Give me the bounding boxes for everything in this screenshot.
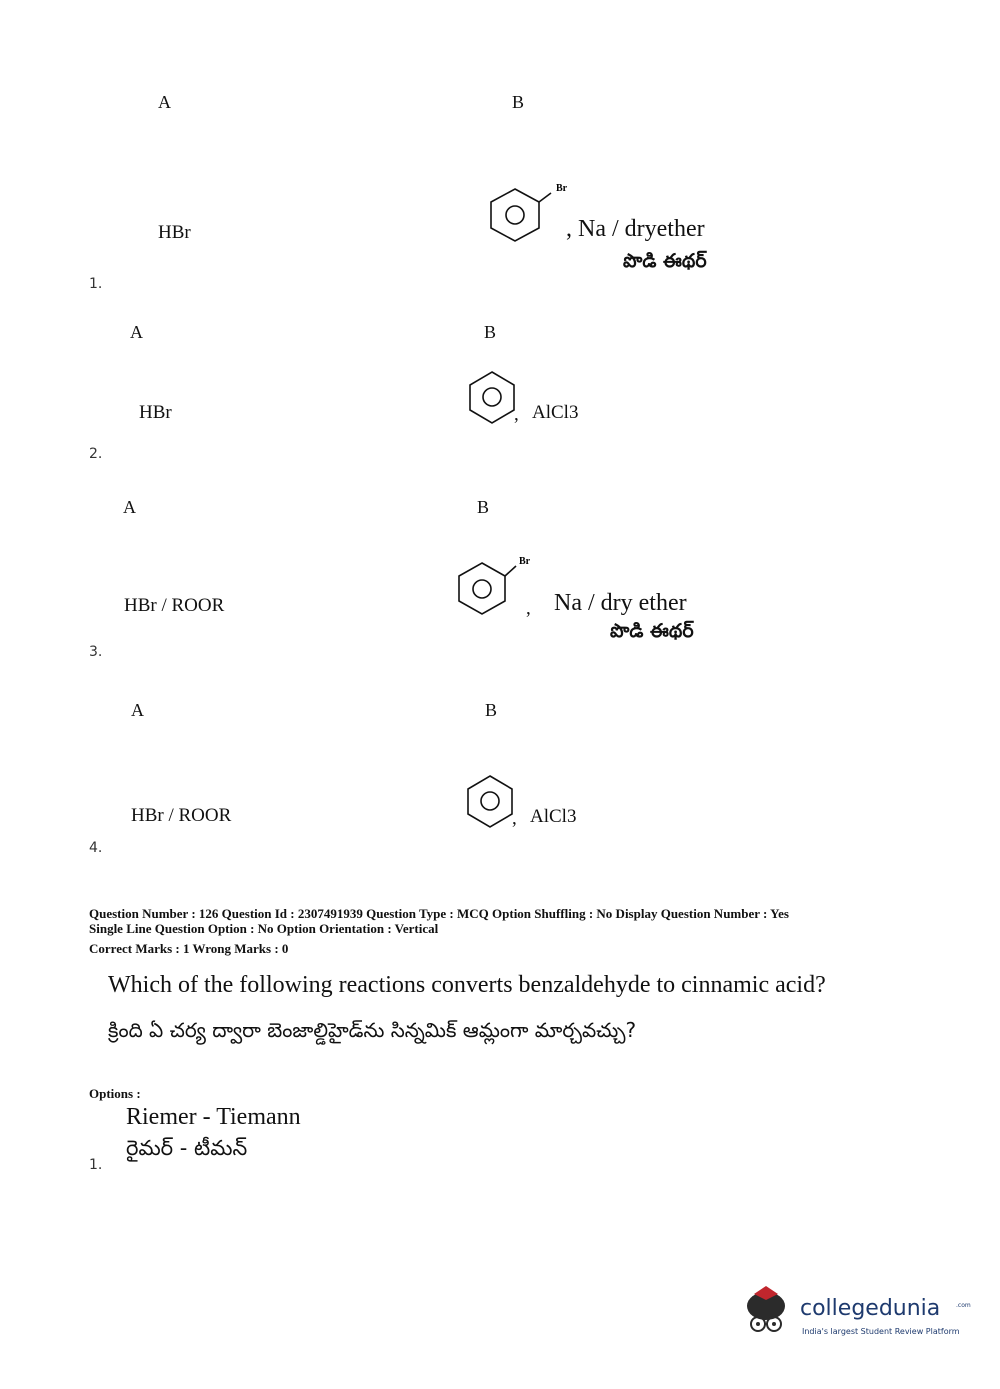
col-b-header: B (477, 497, 490, 517)
option-number: 2. (89, 446, 103, 462)
reagent-b: , Na / dryether (566, 216, 705, 242)
option-text-te: రైమర్ - టీమన్ (126, 1136, 248, 1160)
question-meta-line3: Correct Marks : 1 Wrong Marks : 0 (89, 941, 289, 956)
reagent-b: Na / dry ether (554, 590, 687, 616)
bromine-label: Br (556, 183, 568, 194)
options-label: Options : (89, 1086, 141, 1101)
reagent-b-sep: , (512, 808, 517, 829)
option-text-en: Riemer - Tiemann (126, 1104, 301, 1130)
mascot-icon (740, 1284, 800, 1344)
question-text-en: Which of the following reactions converts benzaldehyde to cinnamic acid? (108, 972, 826, 998)
logo-tagline: India's largest Student Review Platform (802, 1327, 960, 1336)
bromobenzene-structure (486, 178, 576, 248)
reagent-b: AlCl3 (530, 806, 577, 827)
option-number: 1. (89, 276, 103, 292)
col-a-header: A (130, 322, 143, 342)
reagent-a: HBr / ROOR (131, 805, 232, 826)
bromine-label: Br (519, 556, 531, 567)
col-a-header: A (123, 497, 136, 517)
col-b-header: B (512, 92, 525, 112)
reagent-a: HBr (139, 402, 172, 423)
reagent-b-sep: , (526, 598, 531, 619)
option-number: 4. (89, 840, 103, 856)
question-meta-line1: Question Number : 126 Question Id : 2307491939 Question Type : MCQ Option Shuffling : No Display Question Number : Yes (89, 906, 789, 921)
col-b-header: B (485, 700, 498, 720)
logo-com: .com (956, 1302, 971, 1309)
reagent-b-telugu: పొడి ఈథర్ (610, 620, 694, 642)
logo-name: collegedunia (800, 1296, 941, 1321)
col-b-header: B (484, 322, 497, 342)
reagent-b-telugu: పొడి ఈథర్ (623, 250, 707, 272)
bromobenzene-structure (455, 552, 545, 622)
reagent-b-sep: , (514, 404, 519, 425)
question-meta-line2: Single Line Question Option : No Option Orientation : Vertical (89, 921, 439, 936)
question-text-te: క్రింది ఏ చర్య ద్వారా బెంజాల్డిహైడ్‌ను సిన్నమిక్ ఆమ్లంగా మార్చవచ్చు? (108, 1018, 637, 1042)
reagent-b: AlCl3 (532, 402, 579, 423)
reagent-a: HBr / ROOR (124, 595, 225, 616)
option-number: 3. (89, 644, 103, 660)
col-a-header: A (131, 700, 144, 720)
col-a-header: A (158, 92, 171, 112)
reagent-a: HBr (158, 222, 191, 243)
option-number: 1. (89, 1157, 103, 1173)
collegedunia-logo (740, 1282, 970, 1352)
